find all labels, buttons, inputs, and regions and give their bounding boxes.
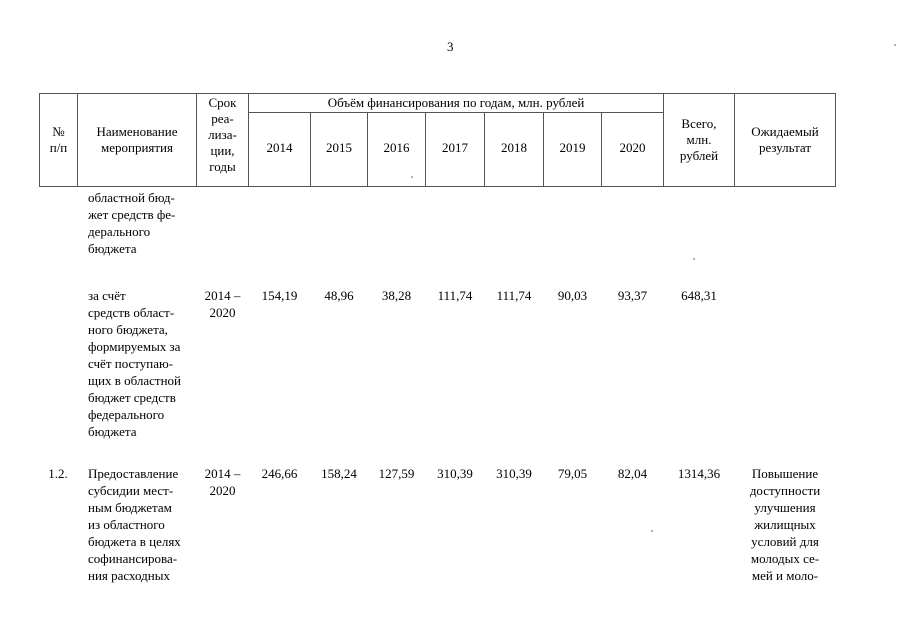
row-name: Предоставление субсидии мест- ным бюджетам из областного бюджета в целях софинансирова- ния расходных: [88, 466, 181, 583]
row-num: 1.2.: [48, 466, 68, 481]
row-name: за счёт средств област- ного бюджета, формируемых за счёт поступаю- щих в областной бюджет средств федерального бюджета: [88, 288, 182, 439]
header-term: Срок реа- лиза- ции, годы: [208, 95, 237, 174]
row-total: 1314,36: [677, 466, 721, 481]
divider: [248, 112, 663, 113]
row-name: областной бюд- жет средств фе- дерального бюджета: [88, 190, 176, 256]
header-name: Наименование мероприятия: [96, 124, 178, 155]
row-value-2017: 310,39: [437, 466, 473, 481]
scan-speck: [651, 530, 653, 532]
row-value-2018: 310,39: [496, 466, 532, 481]
row-value-2016: 127,59: [378, 466, 415, 481]
header-result: Ожидаемый результат: [751, 124, 819, 155]
row-value-2020: 93,37: [617, 288, 648, 303]
row-total: 648,31: [681, 288, 717, 303]
header-num: № п/п: [49, 124, 68, 155]
header-year: 2015: [326, 140, 352, 155]
row-value-2015: 158,24: [321, 466, 357, 481]
header-year: 2019: [559, 140, 586, 155]
row-value-2014: 154,19: [261, 288, 298, 303]
row-value-2020: 82,04: [617, 466, 648, 481]
header-year: 2018: [501, 140, 527, 155]
header-year: 2016: [383, 140, 410, 155]
header-year: 2020: [619, 140, 646, 155]
row-term: 2014 – 2020: [204, 288, 241, 320]
row-value-2017: 111,74: [437, 288, 473, 303]
header-funding: Объём финансирования по годам, млн. рублей: [327, 95, 585, 110]
row-value-2014: 246,66: [261, 466, 298, 481]
row-term: 2014 – 2020: [204, 466, 241, 498]
header-year: 2017: [442, 140, 468, 155]
header-year: 2014: [266, 140, 293, 155]
row-result: Повышение доступности улучшения жилищных условий для молодых се- мей и моло-: [749, 466, 821, 583]
scan-speck: [894, 44, 896, 46]
row-value-2018: 111,74: [496, 288, 532, 303]
row-value-2016: 38,28: [381, 288, 412, 303]
scan-speck: [411, 176, 413, 178]
scan-speck: [693, 258, 695, 260]
row-value-2019: 79,05: [557, 466, 588, 481]
page-number: 3: [447, 39, 454, 54]
row-value-2015: 48,96: [324, 288, 354, 303]
row-value-2019: 90,03: [557, 288, 588, 303]
header-total: Всего, млн. рублей: [679, 116, 719, 163]
